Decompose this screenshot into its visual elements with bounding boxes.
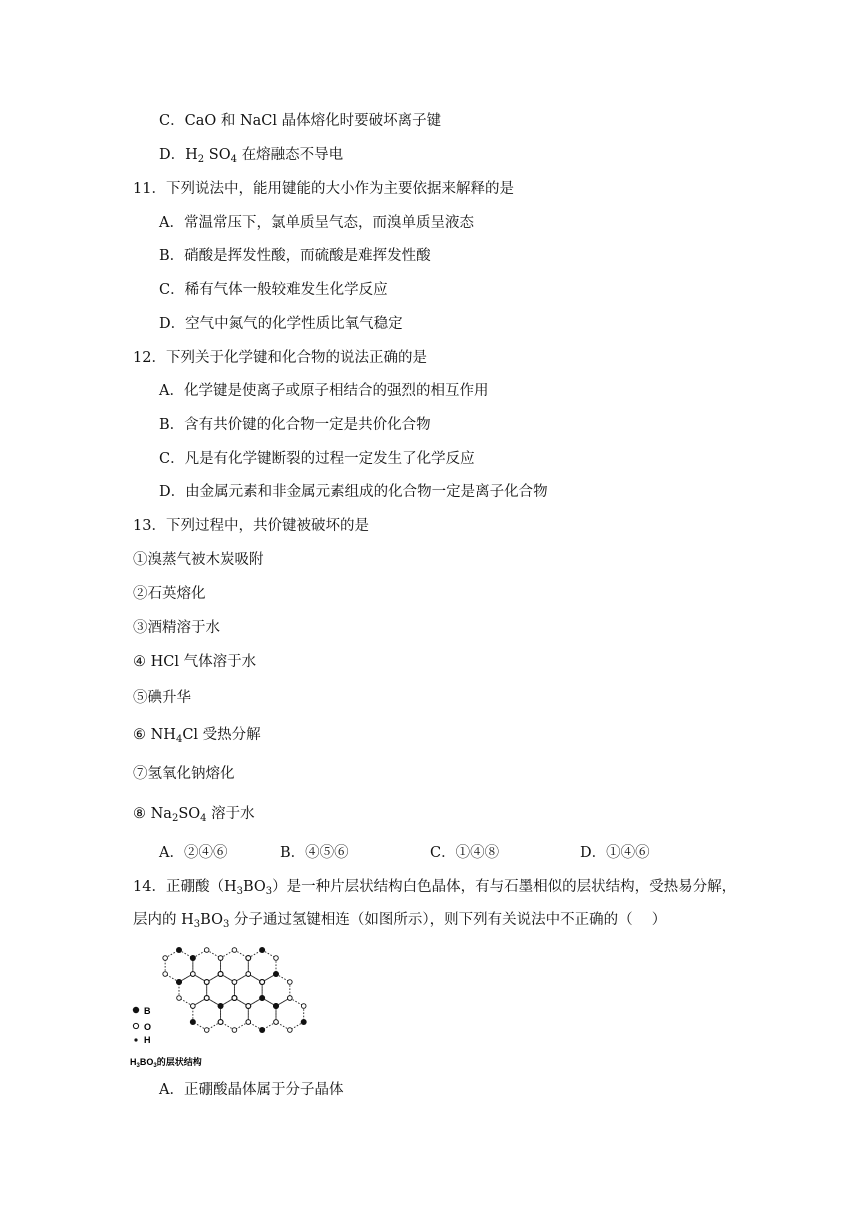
q13-choice-a: A．②④⑥ (159, 845, 228, 861)
q13-choice-b: B．④⑤⑥ (280, 845, 349, 861)
oxygen-atom (288, 1028, 293, 1033)
figure-legend (133, 1006, 151, 1045)
q11-option-b: B．硝酸是挥发性酸，而硫酸是难挥发性酸 (159, 248, 431, 264)
hex-ring (248, 950, 276, 982)
boron-atom (218, 1003, 224, 1009)
legend-hydrogen-label: H (144, 1035, 151, 1045)
q12-option-b: B．含有共价键的化合物一定是共价化合物 (159, 417, 431, 433)
q13-item-4: ④ HCl 气体溶于水 (133, 654, 257, 670)
q12-stem: 12．下列关于化学键和化合物的说法正确的是 (133, 350, 427, 366)
q13-item-5: ⑤碘升华 (133, 690, 191, 706)
oxygen-atom (246, 1004, 251, 1009)
boron-atom (176, 979, 182, 985)
oxygen-atom (301, 1004, 306, 1009)
hex-ring (262, 974, 290, 1006)
q11-stem: 11．下列说法中，能用键能的大小作为主要依据来解释的是 (133, 181, 514, 197)
q10-option-d: D．$H_2$ $SO_4$ 在熔融态不导电 (159, 147, 344, 165)
hex-ring (276, 998, 304, 1030)
oxygen-atom (218, 956, 223, 961)
q12-option-a: A．化学键是使离子或原子相结合的强烈的相互作用 (159, 383, 489, 399)
hex-ring (221, 998, 249, 1030)
hex-ring (179, 974, 207, 1006)
q13-item-3: ③酒精溶于水 (133, 620, 220, 636)
oxygen-atom (232, 996, 237, 1001)
q13-item-8: ⑧ $Na_2SO_4$ 溶于水 (133, 806, 255, 824)
oxygen-atom (232, 980, 237, 985)
oxygen-atom (232, 1028, 237, 1033)
q14-stem-line-2: 层内的 $H_3BO_3$ 分子通过氢键相连（如图所示），则下列有关说法中不正确的（ ） (133, 912, 667, 930)
legend-boron-label: B (144, 1006, 151, 1016)
boron-atom (301, 1019, 307, 1025)
boron-atom (190, 955, 196, 961)
hex-ring (221, 950, 249, 982)
oxygen-atom (246, 972, 251, 977)
oxygen-atom (274, 956, 279, 961)
q13-choice-d: D．①④⑥ (580, 845, 650, 861)
legend-oxygen-dot (133, 1023, 138, 1028)
q14-option-a: A．正硼酸晶体属于分子晶体 (159, 1082, 344, 1098)
q14-stem-line-1: 14．正硼酸$(H_3BO_3)$是一种片层状结构白色晶体，有与石墨相似的层状结构，受热易分解， (133, 879, 737, 897)
oxygen-atom (288, 996, 293, 1001)
boron-atom (259, 1027, 265, 1033)
oxygen-atom (191, 972, 196, 977)
oxygen-atom (177, 996, 182, 1001)
legend-boron-dot (133, 1007, 139, 1013)
oxygen-atom (246, 1020, 251, 1025)
hex-ring (234, 974, 262, 1006)
hexagonal-lattice (163, 947, 307, 1033)
boron-atom (273, 1003, 279, 1009)
legend-oxygen-label: O (144, 1022, 152, 1032)
oxygen-atom (204, 1028, 209, 1033)
boron-atom (273, 971, 279, 977)
oxygen-atom (204, 996, 209, 1001)
hex-ring (193, 998, 221, 1030)
oxygen-atom (191, 1004, 196, 1009)
q13-item-6: ⑥ $NH_4Cl$ 受热分解 (133, 727, 261, 745)
boron-atom (190, 1019, 196, 1025)
q13-item-1: ①溴蒸气被木炭吸附 (133, 552, 264, 568)
q10-option-c: C．CaO 和 NaCl 晶体熔化时要破坏离子键 (159, 113, 442, 129)
oxygen-atom (274, 1020, 279, 1025)
boric-acid-structure-figure (127, 944, 349, 1072)
q12-option-c: C．凡是有化学键断裂的过程一定发生了化学反应 (159, 451, 475, 467)
oxygen-atom (260, 980, 265, 985)
hex-ring (193, 950, 221, 982)
q11-option-c: C．稀有气体一般较难发生化学反应 (159, 282, 388, 298)
hex-ring (248, 998, 276, 1030)
oxygen-atom (163, 956, 168, 961)
boron-atom (259, 995, 265, 1001)
q12-option-d: D．由金属元素和非金属元素组成的化合物一定是离子化合物 (159, 484, 548, 500)
hex-ring (165, 950, 193, 982)
boron-atom (176, 947, 182, 953)
legend-hydrogen-dot (134, 1038, 137, 1041)
oxygen-atom (204, 980, 209, 985)
q13-choice-c: C．①④⑧ (430, 845, 500, 861)
hex-ring (207, 974, 235, 1006)
oxygen-atom (246, 956, 251, 961)
oxygen-atom (218, 1020, 223, 1025)
figure-caption: $H_3BO_3$的层状结构 (130, 1057, 202, 1069)
boron-atom (259, 947, 265, 953)
q13-item-2: ②石英熔化 (133, 586, 206, 602)
oxygen-atom (218, 972, 223, 977)
q11-option-d: D．空气中氮气的化学性质比氧气稳定 (159, 316, 403, 332)
q11-option-a: A．常温常压下，氯单质呈气态，而溴单质呈液态 (159, 215, 474, 231)
oxygen-atom (204, 948, 209, 953)
oxygen-atom (232, 948, 237, 953)
oxygen-atom (288, 980, 293, 985)
q13-item-7: ⑦氢氧化钠熔化 (133, 766, 235, 782)
oxygen-atom (163, 972, 168, 977)
q13-stem: 13．下列过程中，共价键被破坏的是 (133, 518, 369, 534)
